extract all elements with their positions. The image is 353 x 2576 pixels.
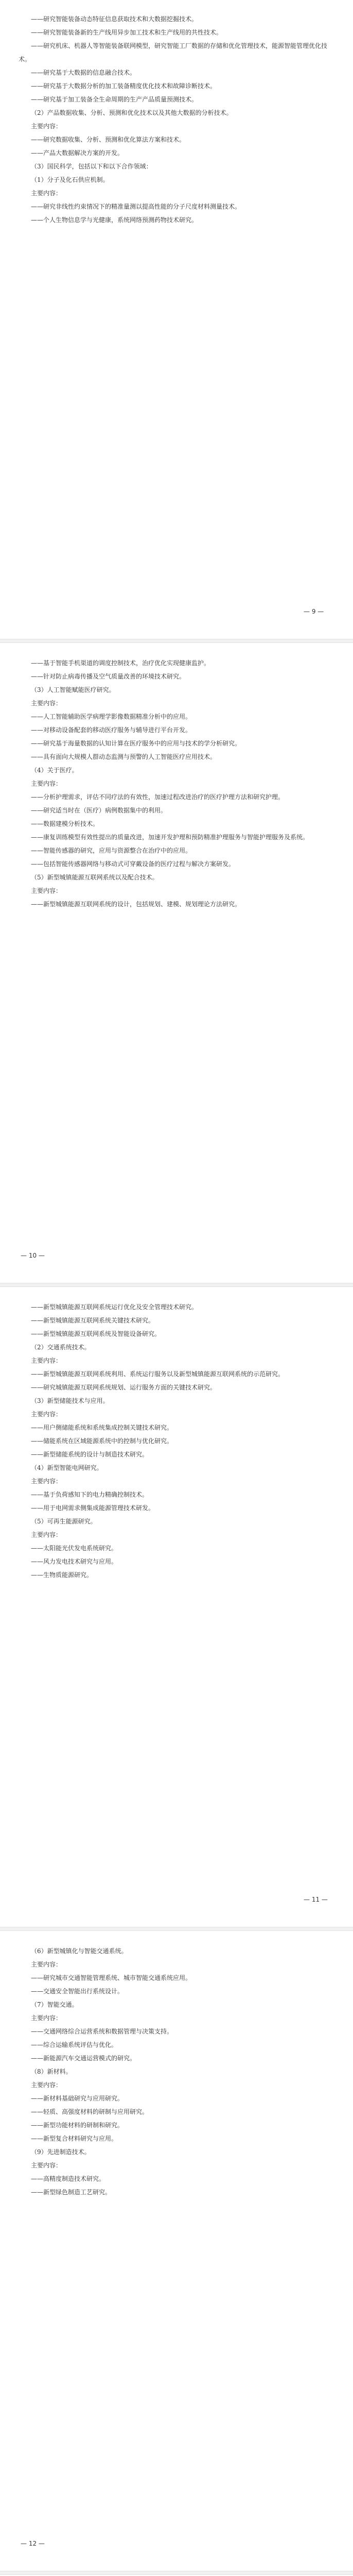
paragraph: 主要内容： [31, 700, 62, 707]
page-2-body [19, 656, 334, 911]
paragraph: （2）产品数据收集、分析、预测和优化技术以及其他大数据的分析技术。 [31, 109, 233, 116]
paragraph: ——研究数据收集、分析、预测和优化算法方案和技术。 [31, 136, 186, 143]
paragraph: （7）智能交通。 [31, 2001, 78, 2008]
document-page-1 [0, 0, 353, 639]
document-page-2 [0, 644, 353, 1283]
paragraph: 主要内容： [31, 2081, 62, 2089]
paragraph: ——针对防止病毒传播及空气质量改善的环境技术研究。 [31, 673, 186, 680]
page-divider [0, 1283, 353, 1287]
paragraph: ——研究适当时在（医疗）病例数据集中的利用。 [31, 807, 167, 814]
paragraph: ——新型绿色制造工艺研究。 [31, 2189, 112, 2196]
paragraph: 主要内容： [31, 2014, 62, 2022]
paragraph: 主要内容： [31, 2162, 62, 2169]
paragraph: ——新型城镇能源互联网系统运行优化及安全管理技术研究。 [31, 1303, 198, 1311]
paragraph: ——数据建模分析技术。 [31, 820, 99, 827]
page-number: — 12 — [21, 2540, 45, 2547]
paragraph: （8）新材料。 [31, 2068, 72, 2075]
paragraph: 主要内容： [31, 1531, 62, 1538]
page-divider [0, 639, 353, 643]
page-1-body [19, 12, 334, 227]
paragraph: （9）先进制造技术。 [31, 2148, 91, 2156]
page-divider [0, 2571, 353, 2575]
paragraph: （5）可再生能源研究。 [31, 1518, 97, 1525]
paragraph: ——研究基于大数据的信息融合技术。 [31, 69, 136, 76]
paragraph: ——综合运输系统评估与优化。 [31, 2041, 118, 2048]
paragraph: ——新型复合材料研究与应用。 [31, 2135, 118, 2142]
paragraph: 主要内容： [31, 1478, 62, 1485]
paragraph: （4）关于医疗。 [31, 767, 78, 774]
page-3-body [19, 1300, 334, 1582]
paragraph: ——基于负荷感知下的电力精确控制技术。 [31, 1491, 149, 1498]
paragraph: ——研究机床、机器人等智能装备联网模型，研究智能工厂数据的存储和优化管理技术，能源智能管理优化技术。 [19, 42, 328, 63]
paragraph: ——分析护理需求，评估不同疗法的有效性，加速过程改进治疗的医疗护理方法和研究护理。 [31, 793, 285, 801]
paragraph: ——研究智能装备新的生产线用异步加工技术和生产线用的共性技术。 [31, 29, 223, 36]
paragraph: ——交通网络综合运营系统和数据管理与决策支持。 [31, 2028, 173, 2035]
paragraph: ——新型城镇能源互联网系统关键技术研究。 [31, 1317, 155, 1324]
paragraph: （3）人工智能赋能医疗研究。 [31, 686, 115, 693]
paragraph: 主要内容： [31, 123, 62, 130]
paragraph: ——风力发电技术研究与应用。 [31, 1558, 118, 1565]
page-number: — 11 — [304, 1896, 328, 1903]
paragraph: ——交通安全智能出行系统设计。 [31, 1988, 124, 1995]
paragraph: ——研究城镇能源互联网系统规划、运行服务方面的关键技术研究。 [31, 1384, 217, 1391]
paragraph: 主要内容： [31, 887, 62, 894]
paragraph: ——新材料基础研究与应用研究。 [31, 2095, 124, 2102]
paragraph: ——研究基于海量数据的认知计算在医疗服务中的应用与技术的学分析研究。 [31, 740, 241, 747]
page-number: — 9 — [304, 608, 324, 615]
paragraph: ——用于电网需求侧集成能源管理技术研发。 [31, 1504, 155, 1512]
paragraph: ——用户侧储能系统和系统集成控制关键技术研究。 [31, 1424, 173, 1431]
paragraph: ——研究基于大数据分析的加工装备精度优化技术和故障诊断技术。 [31, 82, 217, 90]
paragraph: （4）新型智能电网研究。 [31, 1464, 103, 1471]
paragraph: ——个人生物信息学与光健康，系统网络预测药物技术研究。 [31, 216, 198, 224]
page-4-body [19, 1944, 334, 2199]
paragraph: （3）国民科学，包括以下和以下合作领域： [31, 163, 152, 170]
paragraph: ——对移动设备配套的移动医疗服务与辅导进行平台开发。 [31, 726, 192, 734]
paragraph: ——包括智能传感器网络与移动式可穿戴设备的医疗过程与解决方案研发。 [31, 860, 235, 868]
paragraph: ——产品大数据解决方案的开发。 [31, 149, 124, 157]
paragraph: （5）新型城镇能源互联网系统以及配合技术。 [31, 874, 158, 881]
document-page-3 [0, 1288, 353, 1927]
paragraph: ——研究智能装备动态特征信息获取技术和大数据挖掘技术。 [31, 15, 198, 23]
paragraph: ——新型城镇能源互联网系统利用、系统运行服务以及新型城镇能源互联网系统的示范研究。 [31, 1370, 285, 1378]
paragraph: ——生物质能源研究。 [31, 1571, 93, 1579]
paragraph: ——新型储能系统的设计与制造技术研究。 [31, 1451, 149, 1458]
paragraph: ——人工智能辅助医学病理学影像数据精准分析中的应用。 [31, 713, 192, 720]
paragraph: ——基于智能手机渠道的调度控制技术，治疗优化实现健康监护。 [31, 659, 210, 667]
paragraph: ——具有面向大规模人群动态监测与预警的人工智能医疗应用技术。 [31, 753, 217, 760]
page-number: — 10 — [21, 1252, 45, 1259]
paragraph: （6）新型城镇化与智能交通系统。 [31, 1947, 128, 1955]
paragraph: ——新能源汽车交通运营模式的研究。 [31, 2055, 136, 2062]
paragraph: 主要内容： [31, 190, 62, 197]
paragraph: ——太阳能光伏发电系统研究。 [31, 1545, 118, 1552]
paragraph: ——康复训练模型有效性提出的质量改进，加速开发护理和预防精准护理服务与智能护理服务及系统。 [31, 834, 309, 841]
paragraph: ——研究非线性约束情况下的精准量测以提高性能的分子尺度材料测量技术。 [31, 203, 241, 210]
paragraph: ——新型城镇能源互联网系统及智能设备研究。 [31, 1330, 161, 1337]
paragraph: ——新型城镇能源互联网系统的设计，包括规划、建模、规划理论方法研究。 [31, 901, 241, 908]
paragraph: 主要内容： [31, 780, 62, 787]
paragraph: 主要内容： [31, 1961, 62, 1968]
document-page-4 [0, 1932, 353, 2571]
page-divider [0, 1927, 353, 1931]
paragraph: ——新型功能材料的研制和研究。 [31, 2122, 124, 2129]
paragraph: 主要内容： [31, 1357, 62, 1364]
paragraph: ——智能传感器的研究，应用与资源整合在治疗中的应用。 [31, 847, 192, 854]
paragraph: （1）分子及化石供应机制。 [31, 176, 109, 183]
paragraph: 主要内容： [31, 1411, 62, 1418]
paragraph: （3）新型储能技术与应用。 [31, 1397, 109, 1404]
paragraph: ——轻质、高强度材料的研制与应用研究。 [31, 2108, 149, 2115]
paragraph: ——储能系统在区域能源系统中的控制与优化研究。 [31, 1437, 173, 1445]
paragraph: （2）交通系统技术。 [31, 1344, 91, 1351]
paragraph: ——研究城市交通智能管理系统、城市智能交通系统应用。 [31, 1974, 192, 1981]
paragraph: ——高精度制造技术研究。 [31, 2175, 105, 2182]
paragraph: ——研究基于加工装备全生命周期的生产产品质量预测技术。 [31, 96, 198, 103]
